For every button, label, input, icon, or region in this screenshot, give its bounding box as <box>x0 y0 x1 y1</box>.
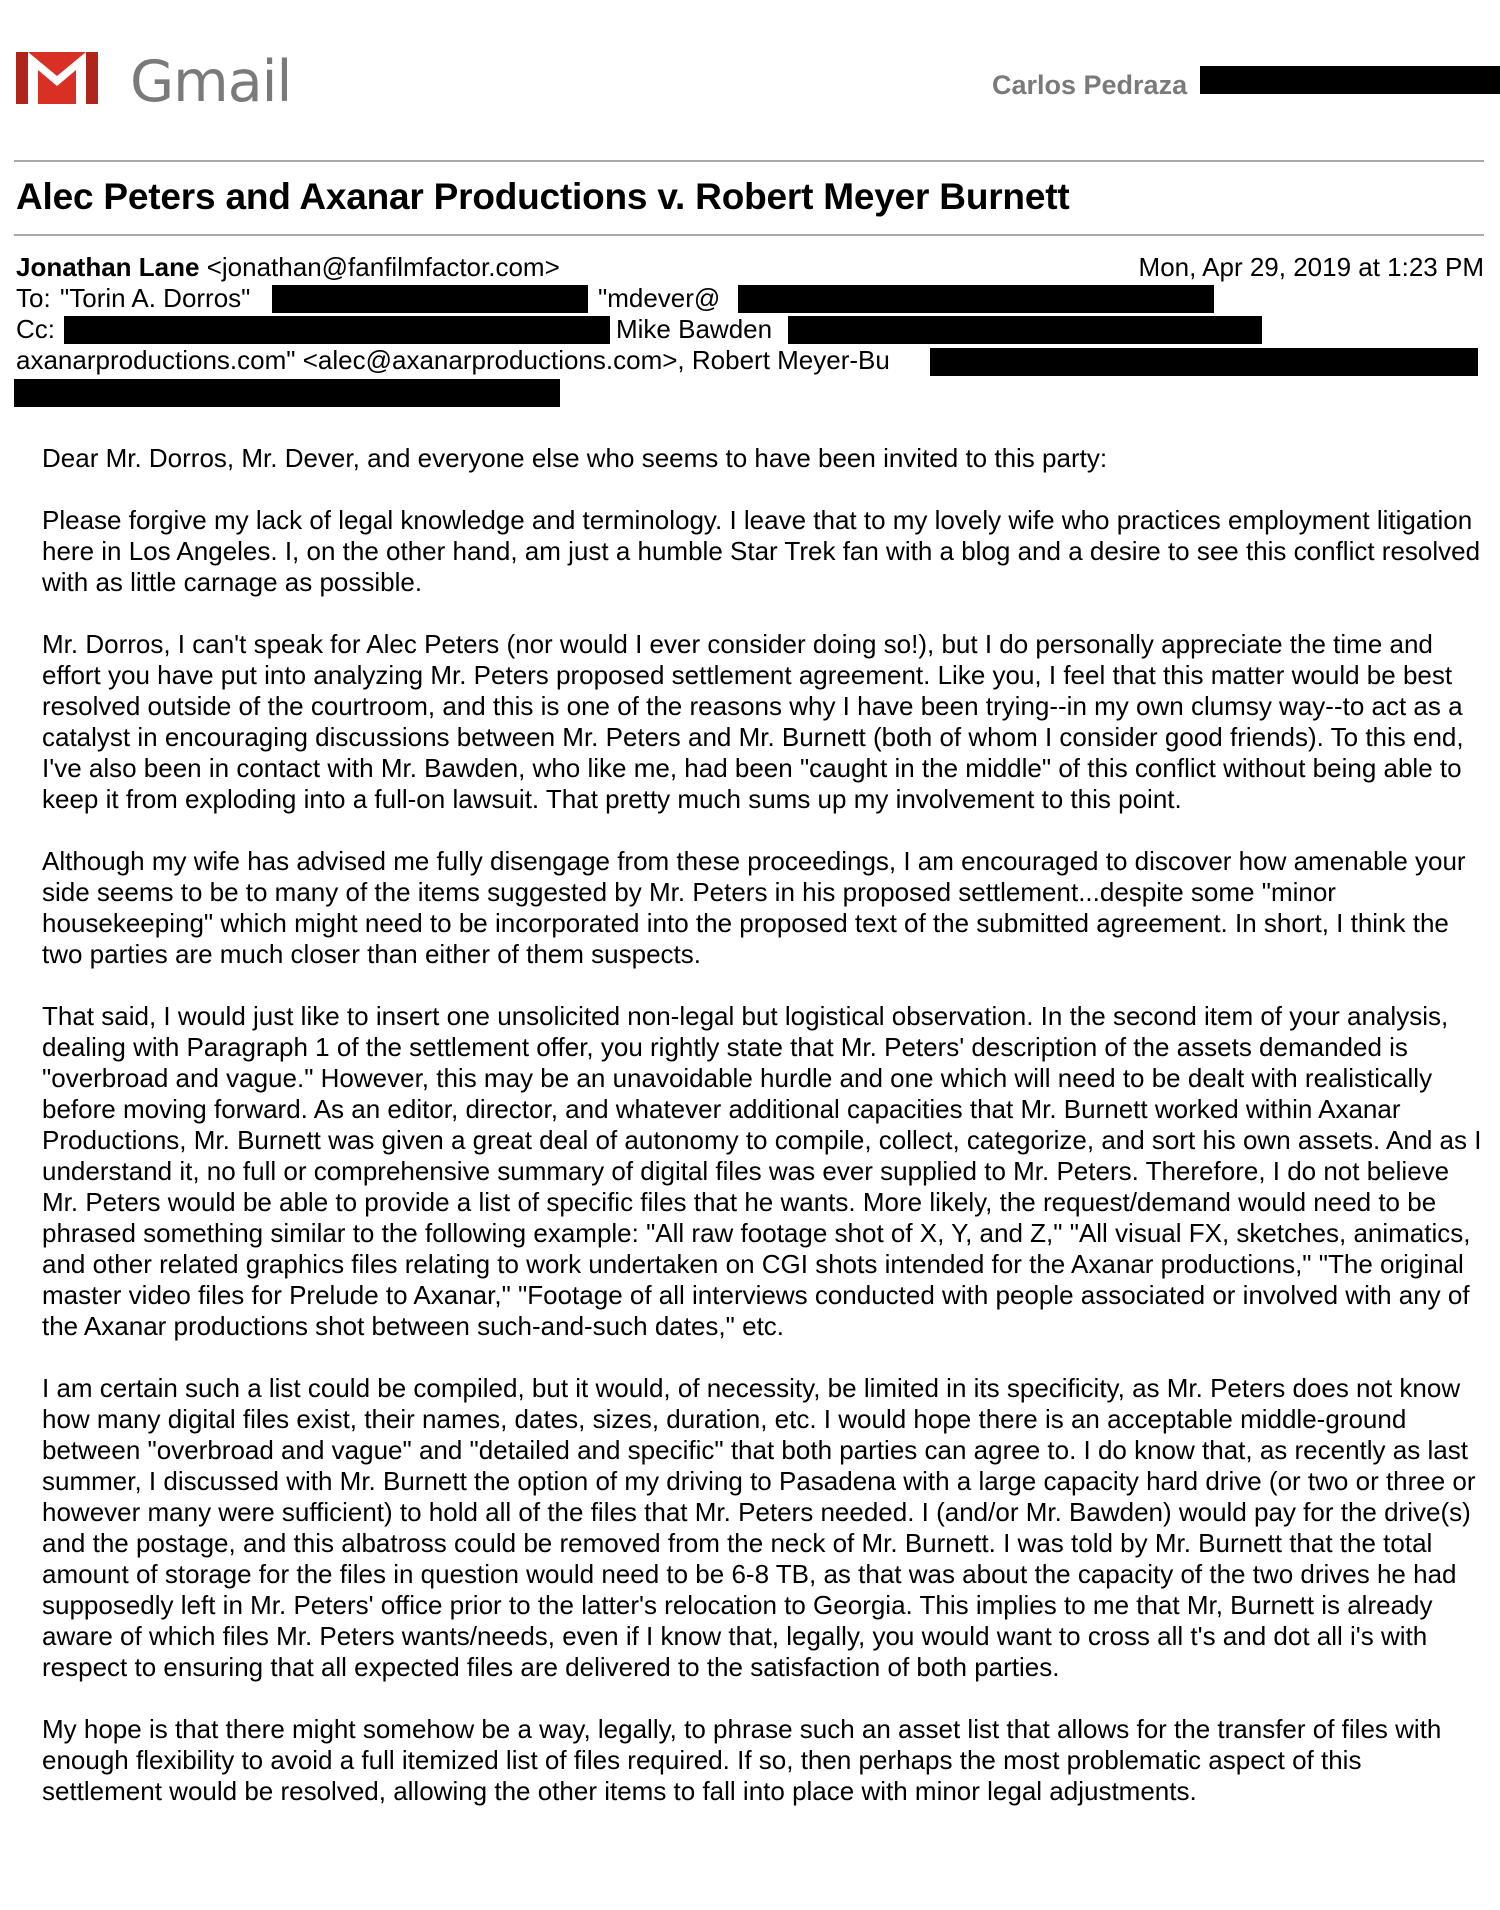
subject-divider <box>14 234 1484 236</box>
redacted-to-2 <box>738 285 1214 313</box>
redacted-to-1 <box>272 285 588 313</box>
redacted-account-email <box>1200 66 1500 94</box>
redacted-cc-3 <box>930 348 1478 376</box>
sender-line <box>16 252 560 283</box>
sender-name: Jonathan Lane <box>16 252 200 282</box>
gmail-m-icon <box>14 50 100 106</box>
body-paragraph: Although my wife has advised me fully disengage from these proceedings, I am encouraged to discover how amenable your side seems to be to many of the items suggested by Mr. Peters in his proposed settlement...despite some "minor housekeeping" which might need to be incorporated into the proposed text of the submitted agreement. In short, I think the two parties are much closer than either of them suspects. <box>42 846 1466 969</box>
email-body <box>42 443 1482 1838</box>
account-name: Carlos Pedraza <box>992 70 1188 100</box>
body-paragraph: I am certain such a list could be compiled, but it would, of necessity, be limited in its specificity, as Mr. Peters does not know how many digital files exist, their names, dates, sizes, duration, etc. I would hope there is an acceptable middle-ground between "overbroad and vague" and "detailed and specific" that both parties can agree to. I do know that, as recently as last summer, I discussed with Mr. Burnett the option of my driving to Pasadena with a large capacity hard drive (or two or three or however many were sufficient) to hold all of the files that Mr. Peters needed. I (and/or Mr. Bawden) would pay for the drive(s) and the postage, and this albatross could be removed from the neck of Mr. Burnett. I was told by Mr. Burnett that the total amount of storage for the files in question would need to be 6-8 TB, as that was about the capacity of the two drives he had supposedly left in Mr. Peters' office prior to the latter's relocation to Georgia. This implies to me that Mr, Burnett is already aware of which files Mr. Peters wants/needs, even if I know that, legally, you would want to cross all t's and dot all i's with respect to ensuring that all expected files are delivered to the satisfaction of both parties. <box>42 1373 1476 1682</box>
cc-line-2: axanarproductions.com" <alec@axanarproductions.com>, Robert Meyer-Bu <box>16 345 890 375</box>
redacted-cc-1 <box>64 316 610 344</box>
email-subject: Alec Peters and Axanar Productions v. Robert Meyer Burnett <box>16 176 1070 217</box>
body-paragraph: Please forgive my lack of legal knowledge and terminology. I leave that to my lovely wife who practices employment litigation here in Los Angeles. I, on the other hand, am just a humble Star Trek fan with a blog and a desire to see this conflict resolved with as little carnage as possible. <box>42 505 1481 597</box>
body-paragraph: My hope is that there might somehow be a way, legally, to phrase such an asset list that allows for the transfer of files with enough flexibility to avoid a full itemized list of files required. If so, then perhaps the most problematic aspect of this settlement would be resolved, allowing the other items to fall into place with minor legal adjustments. <box>42 1714 1442 1806</box>
email-date: Mon, Apr 29, 2019 at 1:23 PM <box>1138 252 1484 282</box>
redacted-cc-4 <box>14 379 560 407</box>
body-paragraph: Mr. Dorros, I can't speak for Alec Peters (nor would I ever consider doing so!), but I do personally appreciate the time and effort you have put into analyzing Mr. Peters proposed settlement agreement. Like you, I feel that this matter would be best resolved outside of the courtroom, and this is one of the reasons why I have been trying--in my own clumsy way--to act as a catalyst in encouraging discussions between Mr. Peters and Mr. Burnett (both of whom I consider good friends). To this end, I've also been in contact with Mr. Bawden, who like me, had been "caught in the middle" of this conflict without being able to keep it from exploding into a full-on lawsuit. That pretty much sums up my involvement to this point. <box>42 629 1464 814</box>
gmail-wordmark: Gmail <box>130 49 292 115</box>
body-paragraph: Dear Mr. Dorros, Mr. Dever, and everyone else who seems to have been invited to this party: <box>42 443 1108 473</box>
header-divider <box>14 160 1484 162</box>
cc-label: Cc: <box>16 314 55 344</box>
to-label: To: <box>16 283 51 313</box>
to-recipient-1: "Torin A. Dorros" <box>60 283 251 313</box>
redacted-cc-2 <box>788 316 1262 344</box>
to-recipient-2: "mdever@ <box>598 283 721 313</box>
sender-email: <jonathan@fanfilmfactor.com> <box>206 252 560 282</box>
body-paragraph: That said, I would just like to insert one unsolicited non-legal but logistical observation. In the second item of your analysis, dealing with Paragraph 1 of the settlement offer, you rightly state that Mr. Peters' description of the assets demanded is "overbroad and vague." However, this may be an unavoidable hurdle and one which will need to be dealt with realistically before moving forward. As an editor, director, and whatever additional capacities that Mr. Burnett worked within Axanar Productions, Mr. Burnett was given a great deal of autonomy to compile, collect, categorize, and sort his own assets. And as I understand it, no full or comprehensive summary of digital files was ever supplied to Mr. Peters. Therefore, I do not believe Mr. Peters would be able to provide a list of specific files that he wants. More likely, the request/demand would need to be phrased something similar to the following example: "All raw footage shot of X, Y, and Z," "All visual FX, sketches, animatics, and other related graphics files relating to work undertaken on CGI shots intended for the Axanar productions," "The original master video files for Prelude to Axanar," "Footage of all interviews conducted with people associated or involved with any of the Axanar productions shot between such-and-such dates," etc. <box>42 1001 1482 1341</box>
cc-recipient: Mike Bawden <box>616 314 773 344</box>
